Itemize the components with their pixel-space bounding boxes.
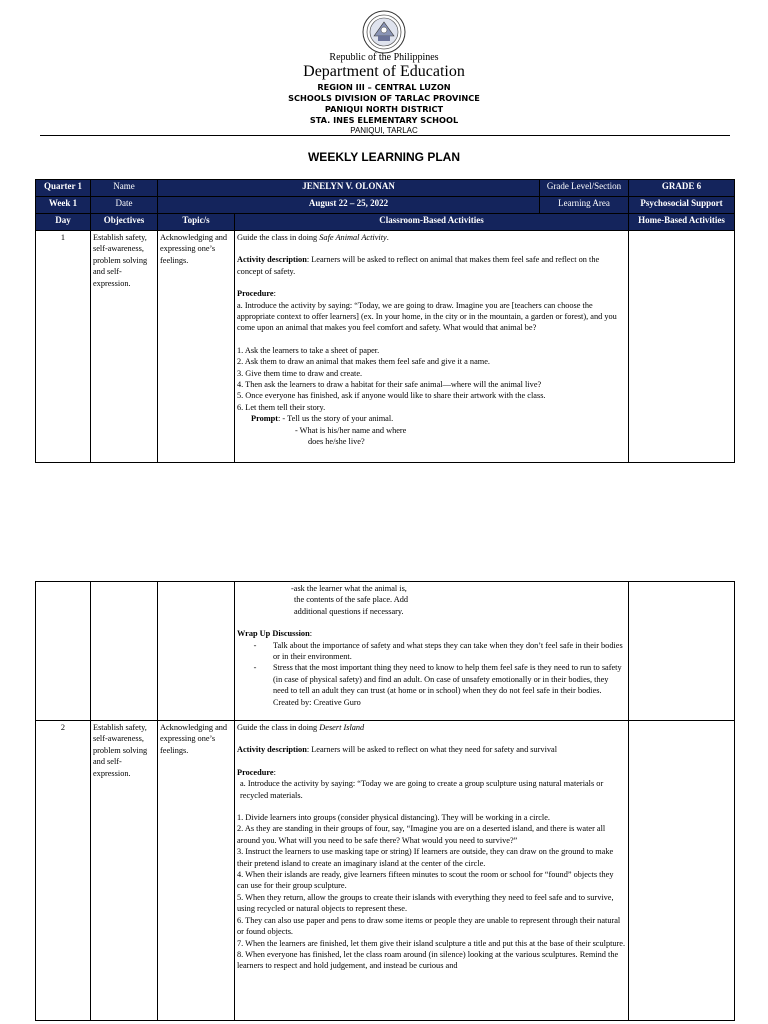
prompt-line: does he/she live? [308, 437, 365, 447]
grade-label: Grade Level/Section [540, 180, 629, 197]
deped-seal-icon [362, 10, 406, 54]
wrap-up-heading: Wrap Up Discussion: [237, 629, 313, 639]
activities-cell [235, 721, 629, 1021]
wrap-up-item: - Stress that the most important thing they need to know to help them feel safe is they need to run to safety (in case of physical safety) and find an adult. On case of unsafety emotionally or in their bodies, they need to tell an adult they can trust (at home or in school) when they do not feel safe in their bodies. Created by: Creative Guro [253, 663, 622, 707]
step-item: 6. They can also use paper and pens to draw some items or people they are unable to represent through their natural or found objects. [237, 915, 621, 937]
week-cell: Week 1 [36, 197, 91, 214]
topics-cell: Acknowledging and expressing one’s feelings. [158, 721, 235, 1021]
step-item: 2. Ask them to draw an animal that makes them feel safe and give it a name. [237, 357, 490, 367]
area-value: Psychosocial Support [629, 197, 735, 214]
day-number: 2 [36, 721, 91, 1021]
town-line: PANIQUI, TARLAC [350, 126, 418, 135]
grade-value: GRADE 6 [629, 180, 735, 197]
procedure-intro: a. Introduce the activity by saying: “Today we are going to create a group sculpture using natural materials or recycled materials. [240, 779, 604, 800]
activities-cell [235, 231, 629, 463]
step-item: 1. Divide learners into groups (consider physical distancing). They will be working in a circle. [237, 813, 550, 823]
procedure-heading: Procedure: [237, 767, 276, 777]
info-row-2 [36, 197, 735, 214]
name-label: Name [91, 180, 158, 197]
step-item: 5. Once everyone has finished, ask if anyone would like to share their artwork with the class. [237, 391, 546, 401]
objectives-cell: Establish safety, self-awareness, problem solving and self-expression. [91, 721, 158, 1021]
topics-cell [158, 582, 235, 721]
day-2-row [36, 721, 735, 1021]
col-day: Day [36, 214, 91, 231]
procedure-heading: Procedure: [237, 289, 276, 299]
day-1-row [36, 231, 735, 463]
home-cell [629, 721, 735, 1021]
home-cell [629, 582, 735, 721]
step-item: 8. When everyone has finished, let the class roam around (in silence) looking at the various sculptures. Remind the learners to respect and hold judgement, and instead be curious and [237, 949, 619, 971]
home-cell [629, 231, 735, 463]
col-activities: Classroom-Based Activities [235, 214, 629, 231]
followup-line: -ask the learner what the animal is, [291, 584, 407, 593]
step-item: 3. Give them time to draw and create. [237, 368, 363, 378]
weekly-plan-table-continued [35, 581, 735, 1021]
followup-line: additional questions if necessary. [294, 606, 404, 616]
activity-intro: Guide the class in doing Safe Animal Activity. [237, 233, 389, 242]
day-number: 1 [36, 231, 91, 463]
step-item: 1. Ask the learners to take a sheet of paper. [237, 345, 380, 355]
activities-cell [235, 582, 629, 721]
followup-line: the contents of the safe place. Add [294, 595, 409, 605]
district-line: PANIQUI NORTH DISTRICT [324, 104, 444, 114]
republic-line: Republic of the Philippines [329, 52, 439, 63]
division-line: SCHOOLS DIVISION OF TARLAC PROVINCE [288, 93, 480, 103]
wrap-up-item: - Talk about the importance of safety and what steps they can take when they don’t feel safe in their bodies or in their environment. [253, 640, 623, 662]
activity-intro: Guide the class in doing Desert Island [237, 723, 365, 732]
weekly-plan-table [35, 179, 735, 463]
quarter-cell: Quarter 1 [36, 180, 91, 197]
department-line: Department of Education [303, 63, 465, 80]
step-item: 4. Then ask the learners to draw a habitat for their safe animal—where will the animal live? [237, 380, 542, 390]
prompt-line: - What is his/her name and where [295, 425, 407, 435]
topics-cell: Acknowledging and expressing one’s feelings. [158, 231, 235, 463]
step-item: 3. Instruct the learners to use masking tape or string) If learners are outside, they can draw on the ground to make their pretend island to create an imaginary island at the center of the circle. [237, 847, 614, 868]
objectives-cell [91, 582, 158, 721]
activity-description: Activity description: Learners will be asked to reflect on what they need for safety and survival [237, 745, 558, 755]
day-number [36, 582, 91, 721]
page-title: WEEKLY LEARNING PLAN [307, 150, 460, 164]
column-header-row [36, 214, 735, 231]
step-item: 6. Let them tell their story. [237, 402, 326, 412]
col-objectives: Objectives [91, 214, 158, 231]
step-item: 5. When they return, allow the groups to create their islands with everything they need to feel safe and to survive, using recycled or natural objects to represent these. [237, 892, 614, 914]
school-line: STA. INES ELEMENTARY SCHOOL [309, 115, 459, 125]
name-value: JENELYN V. OLONAN [158, 180, 540, 197]
area-label: Learning Area [540, 197, 629, 214]
step-item: 2. As they are standing in their groups of four, say, “Imagine you are on a deserted island, and there is water all around you. What will you need to be safe there? What would you need to survive?” [237, 824, 606, 845]
prompt-line: Prompt: - Tell us the story of your animal. [251, 414, 394, 424]
col-topics: Topic/s [158, 214, 235, 231]
objectives-cell: Establish safety, self-awareness, problem solving and self-expression. [91, 231, 158, 463]
step-item: 7. When the learners are finished, let them give their island sculpture a title and put this at the base of their sculpture. [237, 938, 626, 948]
activity-description: Activity description: Learners will be asked to reflect on animal that makes them feel safe and reflect on the concept of safety. [237, 255, 600, 276]
date-value: August 22 – 25, 2022 [158, 197, 540, 214]
date-label: Date [91, 197, 158, 214]
header-divider [40, 135, 730, 136]
info-row-1 [36, 180, 735, 197]
procedure-intro: a. Introduce the activity by saying: “Today, we are going to draw. Imagine you are [teachers can choose the appropriate context to offer learners] (ex. In your home, in the city or in the mountain, a garden or forest), and you come upon an animal that makes you feel comfort and safety. What would that animal be? [237, 300, 617, 333]
step-item: 4. When their islands are ready, give learners fifteen minutes to scout the room or school for “found” objects they can use for their group sculpture. [237, 870, 614, 891]
col-home: Home-Based Activities [629, 214, 735, 231]
day-1-continued-row [36, 582, 735, 721]
region-line: REGION III – CENTRAL LUZON [317, 82, 451, 92]
